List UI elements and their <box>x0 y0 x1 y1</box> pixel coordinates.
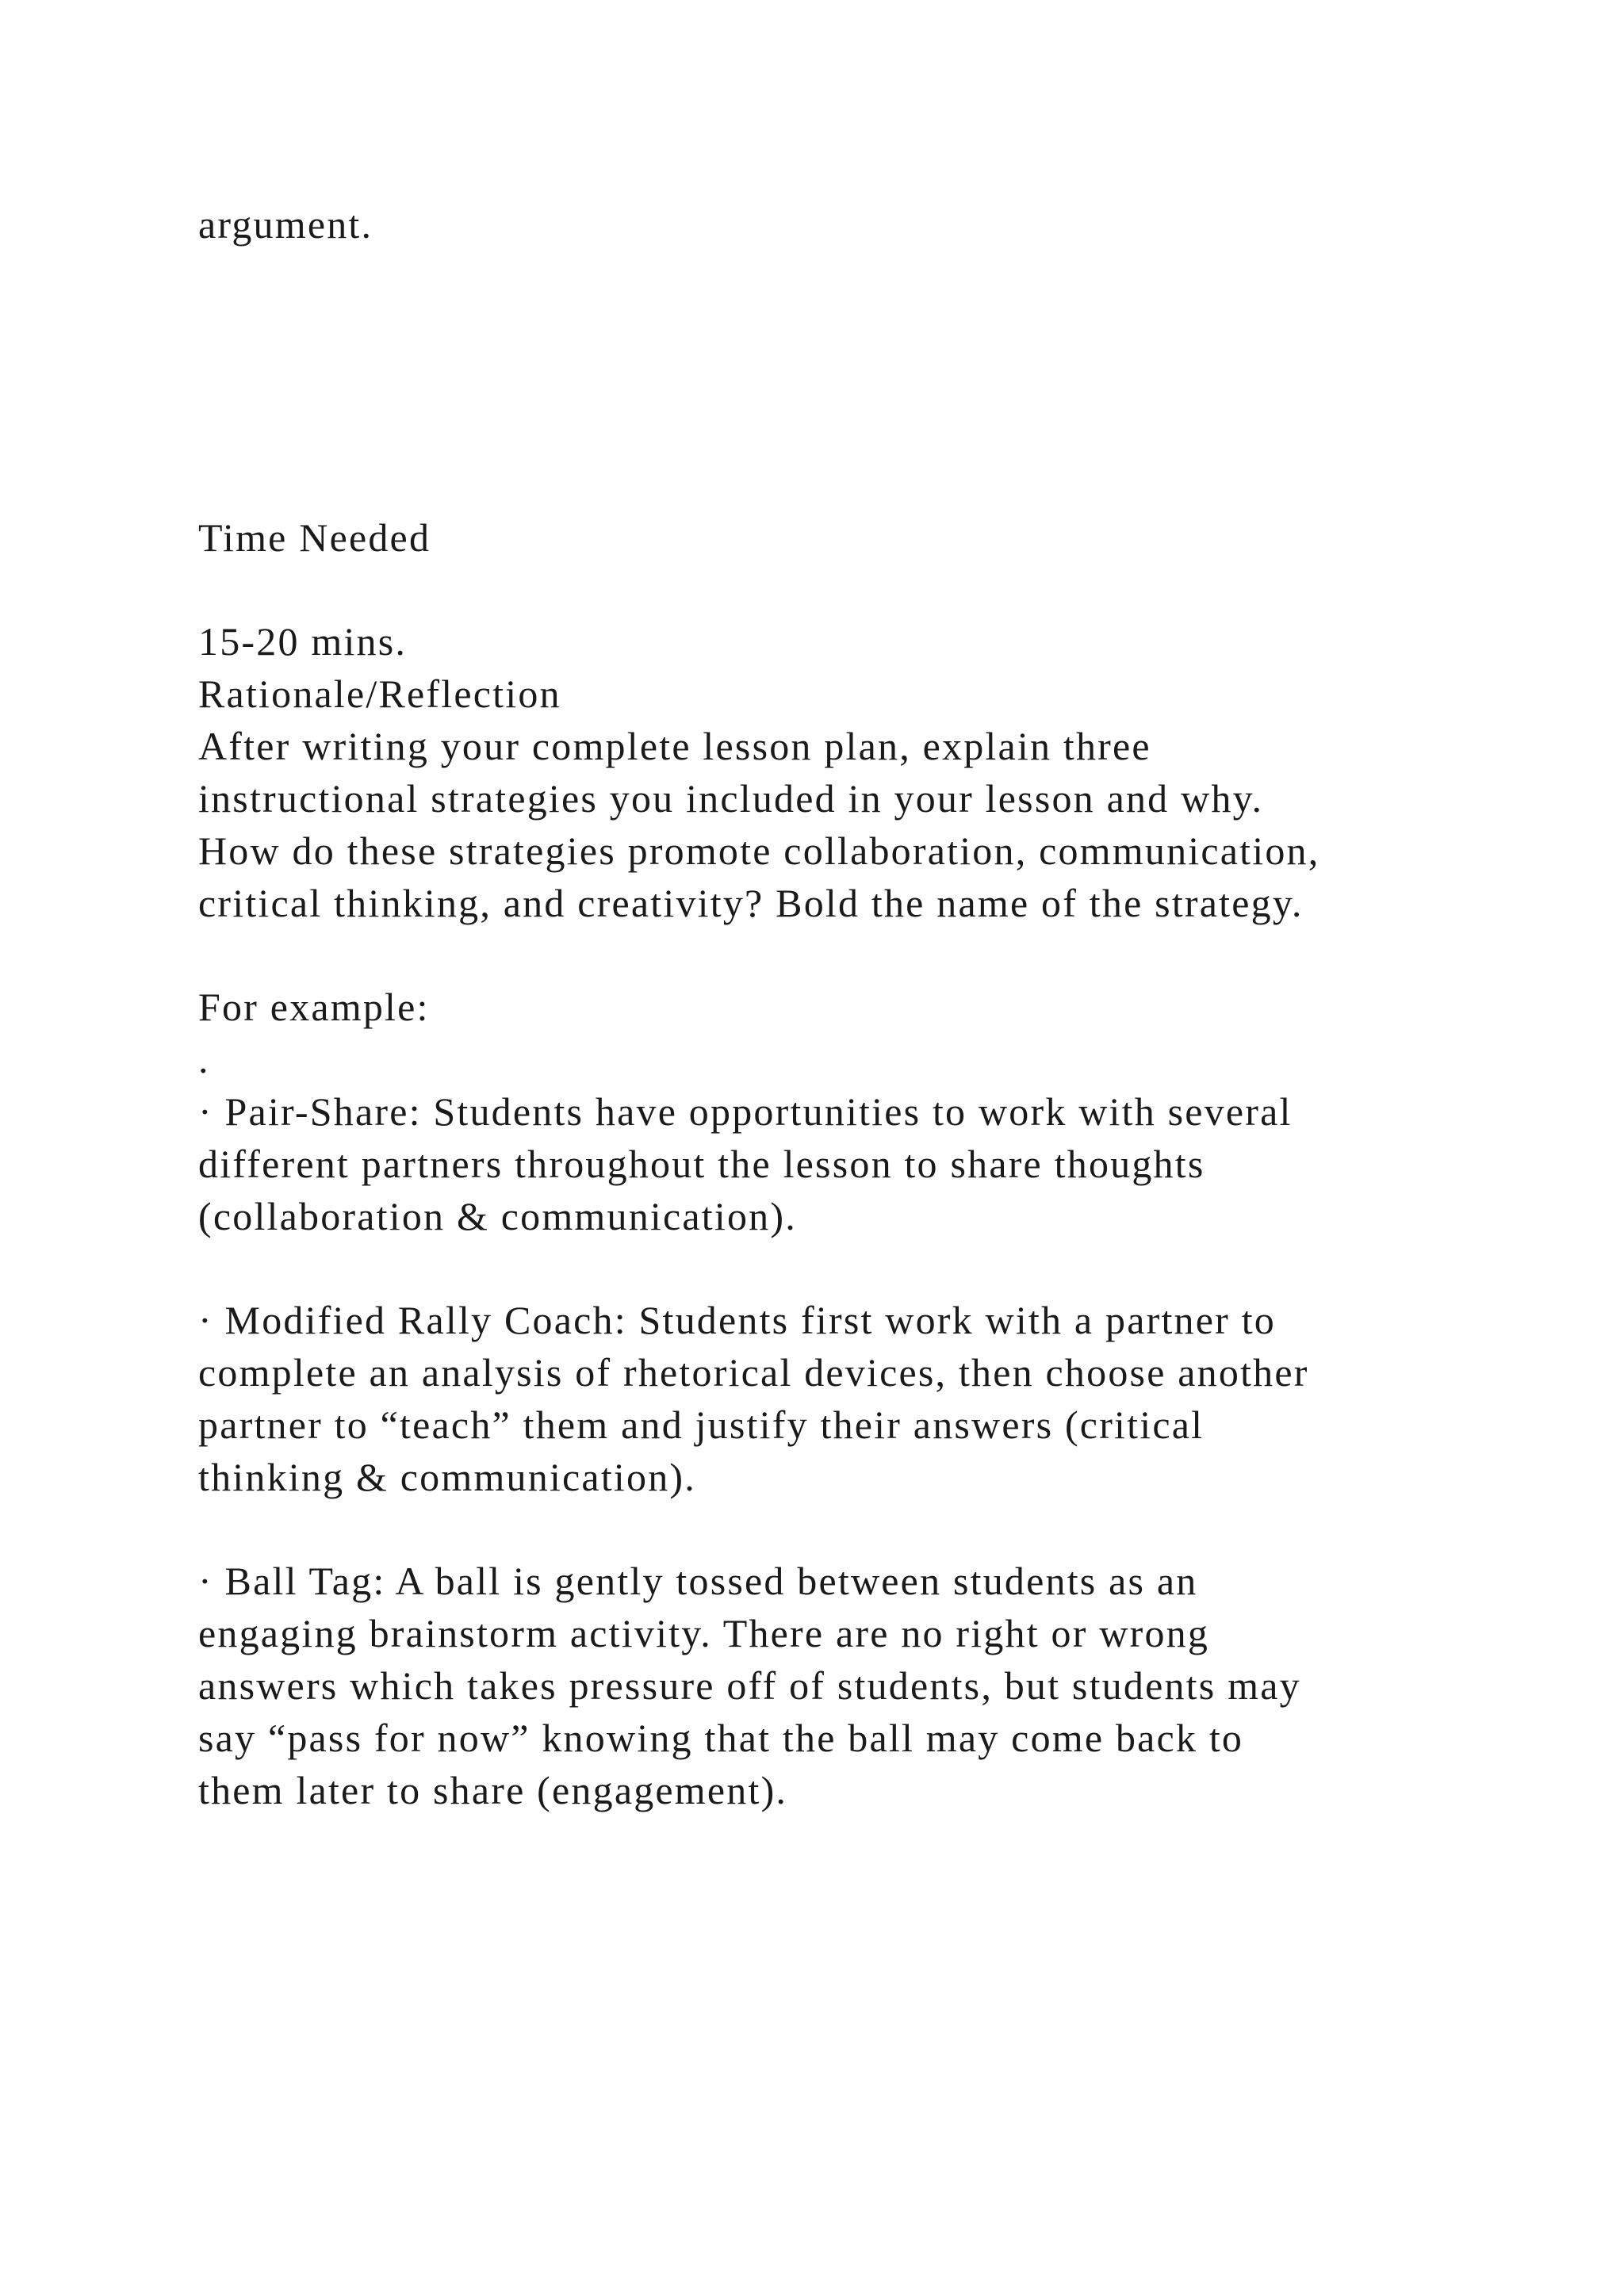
text-line: complete an analysis of rhetorical devices, then choose another <box>198 1350 1309 1395</box>
text-line: (collaboration & communication). <box>198 1194 797 1238</box>
heading-time-needed: Time Needed <box>198 515 431 560</box>
text-dot: . <box>198 1037 210 1081</box>
text-line: How do these strategies promote collaboration, communication, <box>198 828 1320 873</box>
text-for-example: For example: <box>198 985 430 1029</box>
bullet-modified-rally-coach: · Modified Rally Coach: Students first work with a partner to <box>198 1298 1276 1342</box>
text-line: engaging brainstorm activity. There are no right or wrong <box>198 1611 1210 1655</box>
text-line: answers which takes pressure off of students, but students may <box>198 1663 1301 1708</box>
text-line: thinking & communication). <box>198 1455 696 1499</box>
bullet-pair-share: · Pair-Share: Students have opportunities to work with several <box>198 1089 1293 1134</box>
text-line: say “pass for now” knowing that the ball may come back to <box>198 1716 1244 1760</box>
text-line: different partners throughout the lesson to share thoughts <box>198 1142 1205 1186</box>
text-time-value: 15-20 mins. <box>198 619 408 664</box>
heading-rationale: Rationale/Reflection <box>198 672 561 716</box>
text-line: critical thinking, and creativity? Bold the name of the strategy. <box>198 881 1304 925</box>
bullet-ball-tag: · Ball Tag: A ball is gently tossed between students as an <box>198 1559 1198 1603</box>
text-line: instructional strategies you included in your lesson and why. <box>198 776 1264 821</box>
text-line: them later to share (engagement). <box>198 1768 788 1812</box>
text-line-argument: argument. <box>198 202 373 247</box>
text-line: After writing your complete lesson plan, explain three <box>198 724 1151 768</box>
text-line: partner to “teach” them and justify their answers (critical <box>198 1402 1205 1447</box>
